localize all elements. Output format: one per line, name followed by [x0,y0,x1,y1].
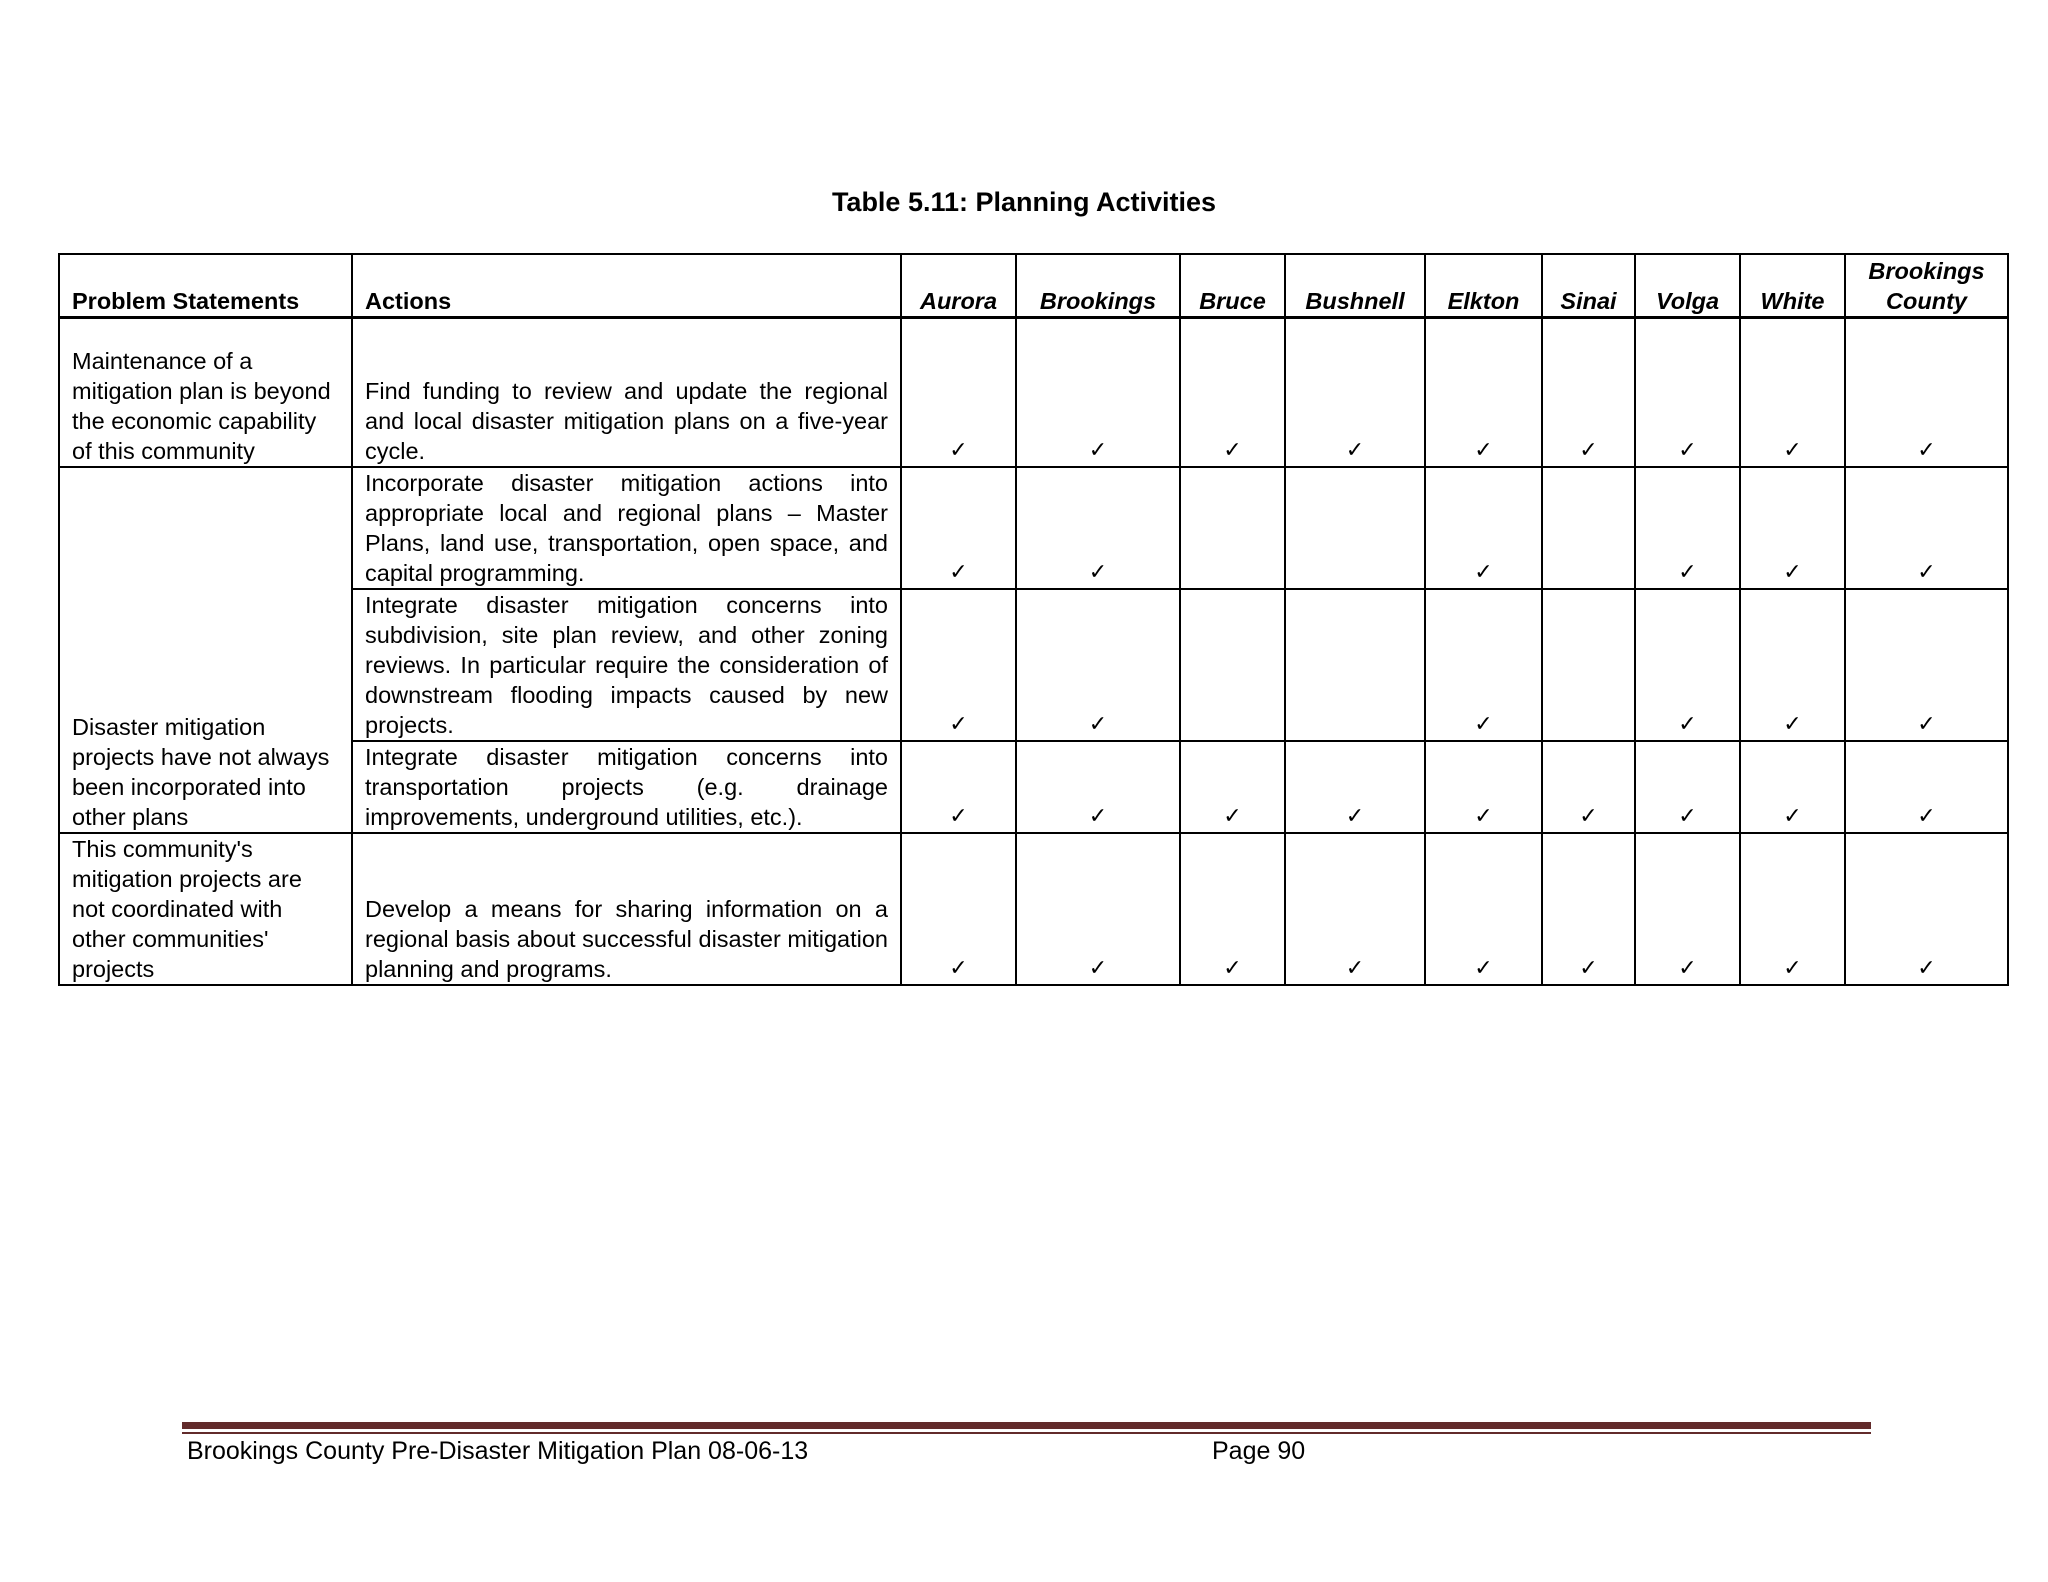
check-mark-icon: ✓ [1223,438,1242,463]
footer-rule-thin [182,1432,1871,1434]
check-mark-icon: ✓ [949,956,968,981]
check-cell [1180,317,1285,467]
check-mark-icon: ✓ [1579,438,1598,463]
check-cell [1285,741,1425,833]
check-mark-icon: ✓ [1474,956,1493,981]
footer-rule [182,1422,1871,1429]
check-cell [1740,833,1845,985]
check-mark-icon: ✓ [1223,804,1242,829]
problem-statement-cell: Maintenance of a mitigation plan is beyond the economic capability of this community [59,317,352,467]
check-mark-icon: ✓ [1088,560,1108,585]
check-mark-icon: ✓ [1474,438,1493,463]
check-cell [1285,833,1425,985]
column-header-sinai: Sinai [1542,254,1635,317]
check-mark-icon: ✓ [1678,956,1697,981]
check-cell [1425,467,1542,589]
action-cell: Develop a means for sharing information on a regional basis about successful disaster mitigation planning and programs. [352,833,901,985]
check-cell [1285,589,1425,741]
check-mark-icon: ✓ [1917,560,1936,585]
column-header-volga: Volga [1635,254,1740,317]
check-mark-icon: ✓ [949,804,968,829]
table-row [59,741,2008,833]
check-cell [1542,741,1635,833]
check-cell [1845,317,2008,467]
check-mark-icon: ✓ [1088,438,1108,463]
check-mark-icon: ✓ [1917,804,1936,829]
table-row [59,833,2008,985]
column-header-brookings: Brookings [1016,254,1180,317]
action-cell: Integrate disaster mitigation concerns into subdivision, site plan review, and other zoning reviews. In particular require the consideration of downstream flooding impacts caused by new projects. [352,589,901,741]
check-mark-icon: ✓ [949,438,968,463]
check-cell [1542,317,1635,467]
table-header-row [59,254,2008,317]
check-mark-icon: ✓ [1474,560,1493,585]
check-mark-icon: ✓ [1474,804,1493,829]
check-mark-icon: ✓ [1345,804,1365,829]
column-header-brookings-county: Brookings County [1845,254,2008,317]
check-cell [1425,317,1542,467]
check-mark-icon: ✓ [1678,712,1697,737]
check-mark-icon: ✓ [1783,560,1802,585]
check-cell [1740,589,1845,741]
check-cell [1016,589,1180,741]
check-mark-icon: ✓ [1345,438,1365,463]
check-mark-icon: ✓ [1088,956,1108,981]
check-cell [1542,589,1635,741]
check-mark-icon: ✓ [1678,438,1697,463]
column-header-bruce: Bruce [1180,254,1285,317]
check-cell [1635,833,1740,985]
check-cell [1845,741,2008,833]
check-mark-icon: ✓ [1474,712,1493,737]
check-cell [901,833,1016,985]
check-cell [1740,741,1845,833]
check-mark-icon: ✓ [1783,712,1802,737]
check-mark-icon: ✓ [1783,804,1802,829]
check-cell [1180,467,1285,589]
check-mark-icon: ✓ [1917,712,1936,737]
check-cell [1180,833,1285,985]
check-cell [1635,741,1740,833]
table-row [59,589,2008,741]
check-cell [1635,589,1740,741]
check-cell [1425,589,1542,741]
check-cell [1635,317,1740,467]
table-row [59,317,2008,467]
table-title: Table 5.11: Planning Activities [831,187,1217,217]
check-mark-icon: ✓ [1917,956,1936,981]
check-mark-icon: ✓ [1088,712,1108,737]
column-header-aurora: Aurora [901,254,1016,317]
check-cell [1542,467,1635,589]
column-header-actions: Actions [352,254,901,317]
column-header-problem-statements: Problem Statements [59,254,352,317]
footer-document-title: Brookings County Pre-Disaster Mitigation Plan 08-06-13 [187,1437,809,1465]
check-mark-icon: ✓ [1783,956,1802,981]
check-cell [901,589,1016,741]
check-cell [1542,833,1635,985]
check-cell [1635,467,1740,589]
check-cell [1016,317,1180,467]
check-cell [1285,467,1425,589]
check-cell [1180,741,1285,833]
check-mark-icon: ✓ [1223,956,1242,981]
check-mark-icon: ✓ [1345,956,1365,981]
check-cell [1740,467,1845,589]
footer-page-number: Page 90 [1212,1437,1306,1465]
check-cell [1425,833,1542,985]
column-header-white: White [1740,254,1845,317]
check-cell [1016,467,1180,589]
column-header-elkton: Elkton [1425,254,1542,317]
problem-statement-cell: This community's mitigation projects are not coordinated with other communities' projects [59,833,352,985]
check-cell [901,317,1016,467]
action-cell: Integrate disaster mitigation concerns into transportation projects (e.g. drainage improvements, underground utilities, etc.). [352,741,901,833]
problem-statement-cell: Disaster mitigation projects have not always been incorporated into other plans [59,467,352,833]
check-mark-icon: ✓ [1678,804,1697,829]
check-mark-icon: ✓ [1783,438,1802,463]
action-cell: Find funding to review and update the regional and local disaster mitigation plans on a five-year cycle. [352,317,901,467]
column-header-bushnell: Bushnell [1285,254,1425,317]
check-cell [1285,317,1425,467]
action-cell: Incorporate disaster mitigation actions into appropriate local and regional plans – Master Plans, land use, transportation, open space, and capital programming. [352,467,901,589]
check-cell [1845,589,2008,741]
check-cell [1740,317,1845,467]
check-mark-icon: ✓ [1579,804,1598,829]
check-mark-icon: ✓ [1678,560,1697,585]
check-mark-icon: ✓ [1579,956,1598,981]
check-cell [1016,741,1180,833]
check-mark-icon: ✓ [949,560,968,585]
table-row [59,467,2008,589]
check-cell [1180,589,1285,741]
check-cell [1845,467,2008,589]
check-cell [1425,741,1542,833]
check-cell [901,467,1016,589]
check-mark-icon: ✓ [1088,804,1108,829]
check-cell [901,741,1016,833]
check-mark-icon: ✓ [1917,438,1936,463]
check-cell [1016,833,1180,985]
planning-activities-table [58,253,2009,986]
check-mark-icon: ✓ [949,712,968,737]
check-cell [1845,833,2008,985]
